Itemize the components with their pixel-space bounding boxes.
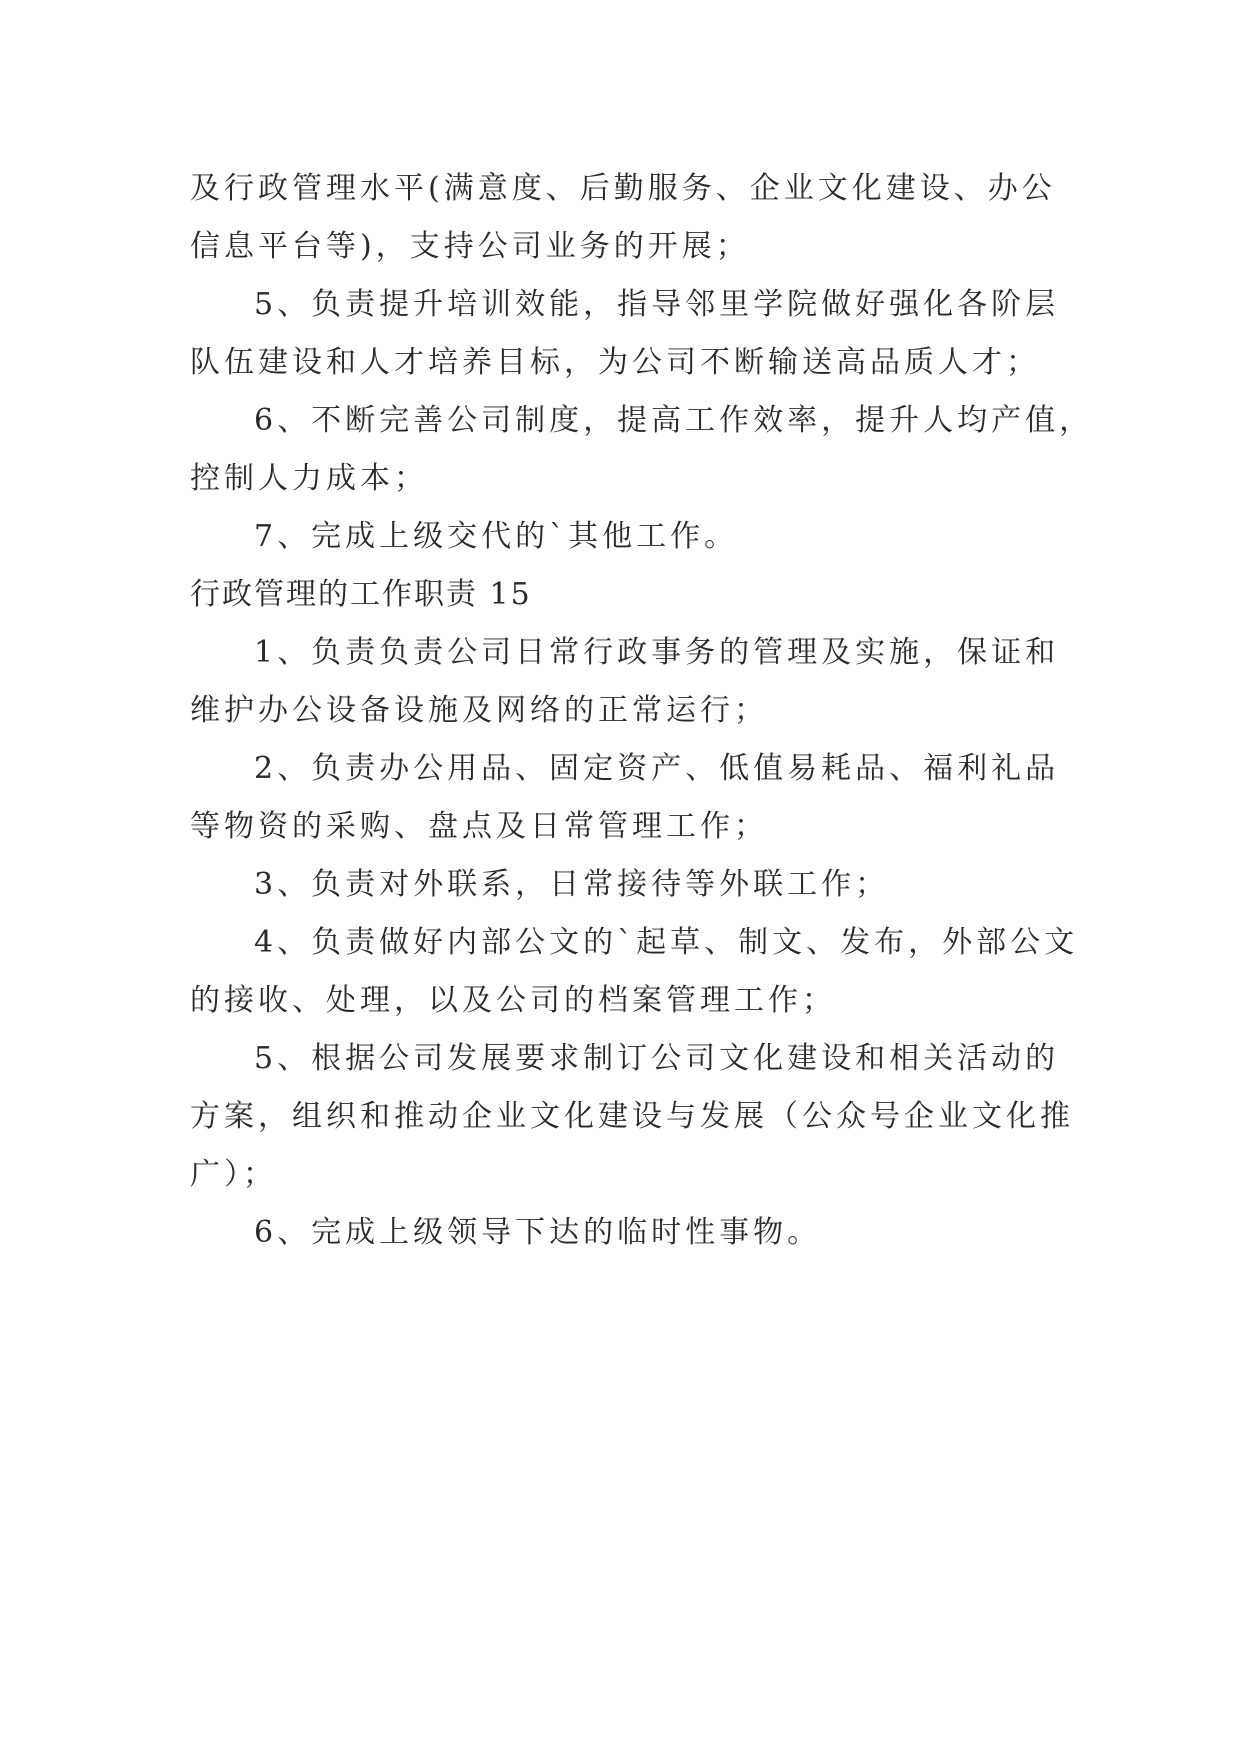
text-line: 及行政管理水平(满意度、后勤服务、企业文化建设、办公 <box>190 171 1056 206</box>
duty-item-4-line-1: 4、负责做好内部公文的`起草、制文、发布，外部公文 <box>254 925 1079 960</box>
duty-item-5-line-2: 方案，组织和推动企业文化建设与发展（公众号企业文化推 <box>190 1099 1074 1134</box>
duty-item-5-line-3: 广）； <box>190 1157 277 1192</box>
list-item-7: 7、完成上级交代的`其他工作。 <box>254 519 739 554</box>
list-item-5-line-2: 队伍建设和人才培养目标，为公司不断输送高品质人才； <box>190 345 1040 380</box>
duty-item-5-line-1: 5、根据公司发展要求制订公司文化建设和相关活动的 <box>254 1041 1060 1076</box>
duty-item-2-line-1: 2、负责办公用品、固定资产、低值易耗品、福利礼品 <box>254 751 1060 786</box>
duty-item-1-line-2: 维护办公设备设施及网络的正常运行； <box>190 693 768 728</box>
list-item-5-line-1: 5、负责提升培训效能，指导邻里学院做好强化各阶层 <box>254 287 1060 322</box>
document-body <box>190 160 1094 1262</box>
text-line: 信息平台等)，支持公司业务的开展； <box>190 229 750 264</box>
section-heading: 行政管理的工作职责 15 <box>190 577 532 612</box>
duty-item-3: 3、负责对外联系，日常接待等外联工作； <box>254 867 890 902</box>
list-item-6-line-1: 6、不断完善公司制度，提高工作效率，提升人均产值， <box>254 403 1094 438</box>
duty-item-1-line-1: 1、负责负责公司日常行政事务的管理及实施，保证和 <box>254 635 1060 670</box>
duty-item-4-line-2: 的接收、处理，以及公司的档案管理工作； <box>190 983 836 1018</box>
duty-item-6: 6、完成上级领导下达的临时性事物。 <box>254 1215 822 1250</box>
duty-item-2-line-2: 等物资的采购、盘点及日常管理工作； <box>190 809 768 844</box>
list-item-6-line-2: 控制人力成本； <box>190 461 428 496</box>
